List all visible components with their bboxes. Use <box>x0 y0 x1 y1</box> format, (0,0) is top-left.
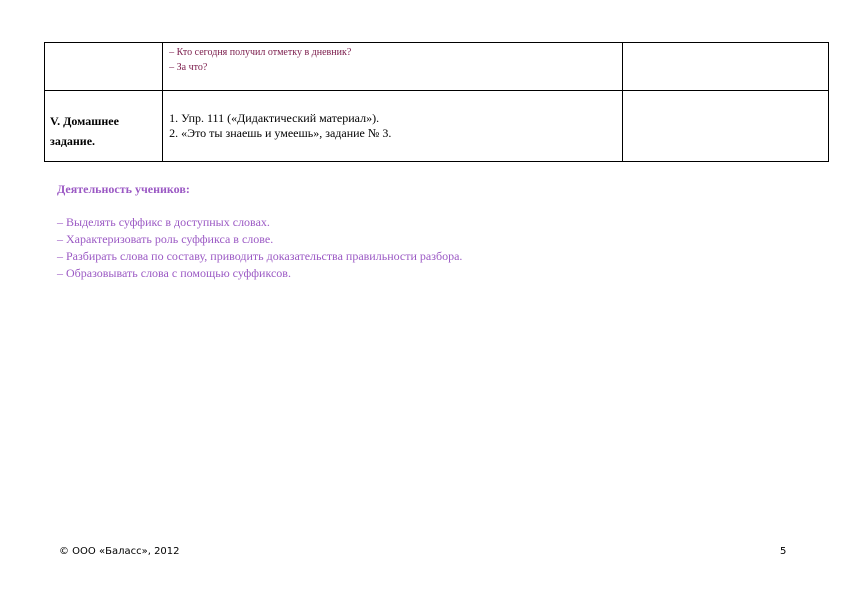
dialog-cell <box>163 43 623 91</box>
homework-notes-cell-empty <box>622 91 828 162</box>
page-number: 5 <box>780 546 787 557</box>
homework-row <box>45 91 829 162</box>
lesson-plan-table <box>44 42 829 162</box>
dialog-line: – Кто сегодня получил отметку в дневник? <box>169 47 352 58</box>
homework-task: 2. «Это ты знаешь и умеешь», задание № 3. <box>169 126 392 140</box>
stage-title-line: задание. <box>50 134 96 148</box>
footer-copyright: © ООО «Баласс», 2012 <box>59 546 180 557</box>
student-activities <box>57 180 797 282</box>
activities-heading: Деятельность учеников: <box>57 182 190 196</box>
dialog-row <box>45 43 829 91</box>
homework-task: 1. Упр. 111 («Дидактический материал»). <box>169 111 380 125</box>
stage-title-line: V. Домашнее <box>50 114 119 128</box>
dialog-line: – За что? <box>169 62 208 73</box>
homework-tasks-cell <box>163 91 623 162</box>
stage-cell-empty <box>45 43 163 91</box>
notes-cell-empty <box>622 43 828 91</box>
activity-item: – Выделять суффикс в доступных словах. <box>57 215 270 229</box>
activity-item: – Характеризовать роль суффикса в слове. <box>57 232 274 246</box>
homework-stage-cell <box>45 91 163 162</box>
activity-item: – Разбирать слова по составу, приводить доказательства правильности разбора. <box>57 249 463 263</box>
activity-item: – Образовывать слова с помощью суффиксов. <box>57 266 291 280</box>
